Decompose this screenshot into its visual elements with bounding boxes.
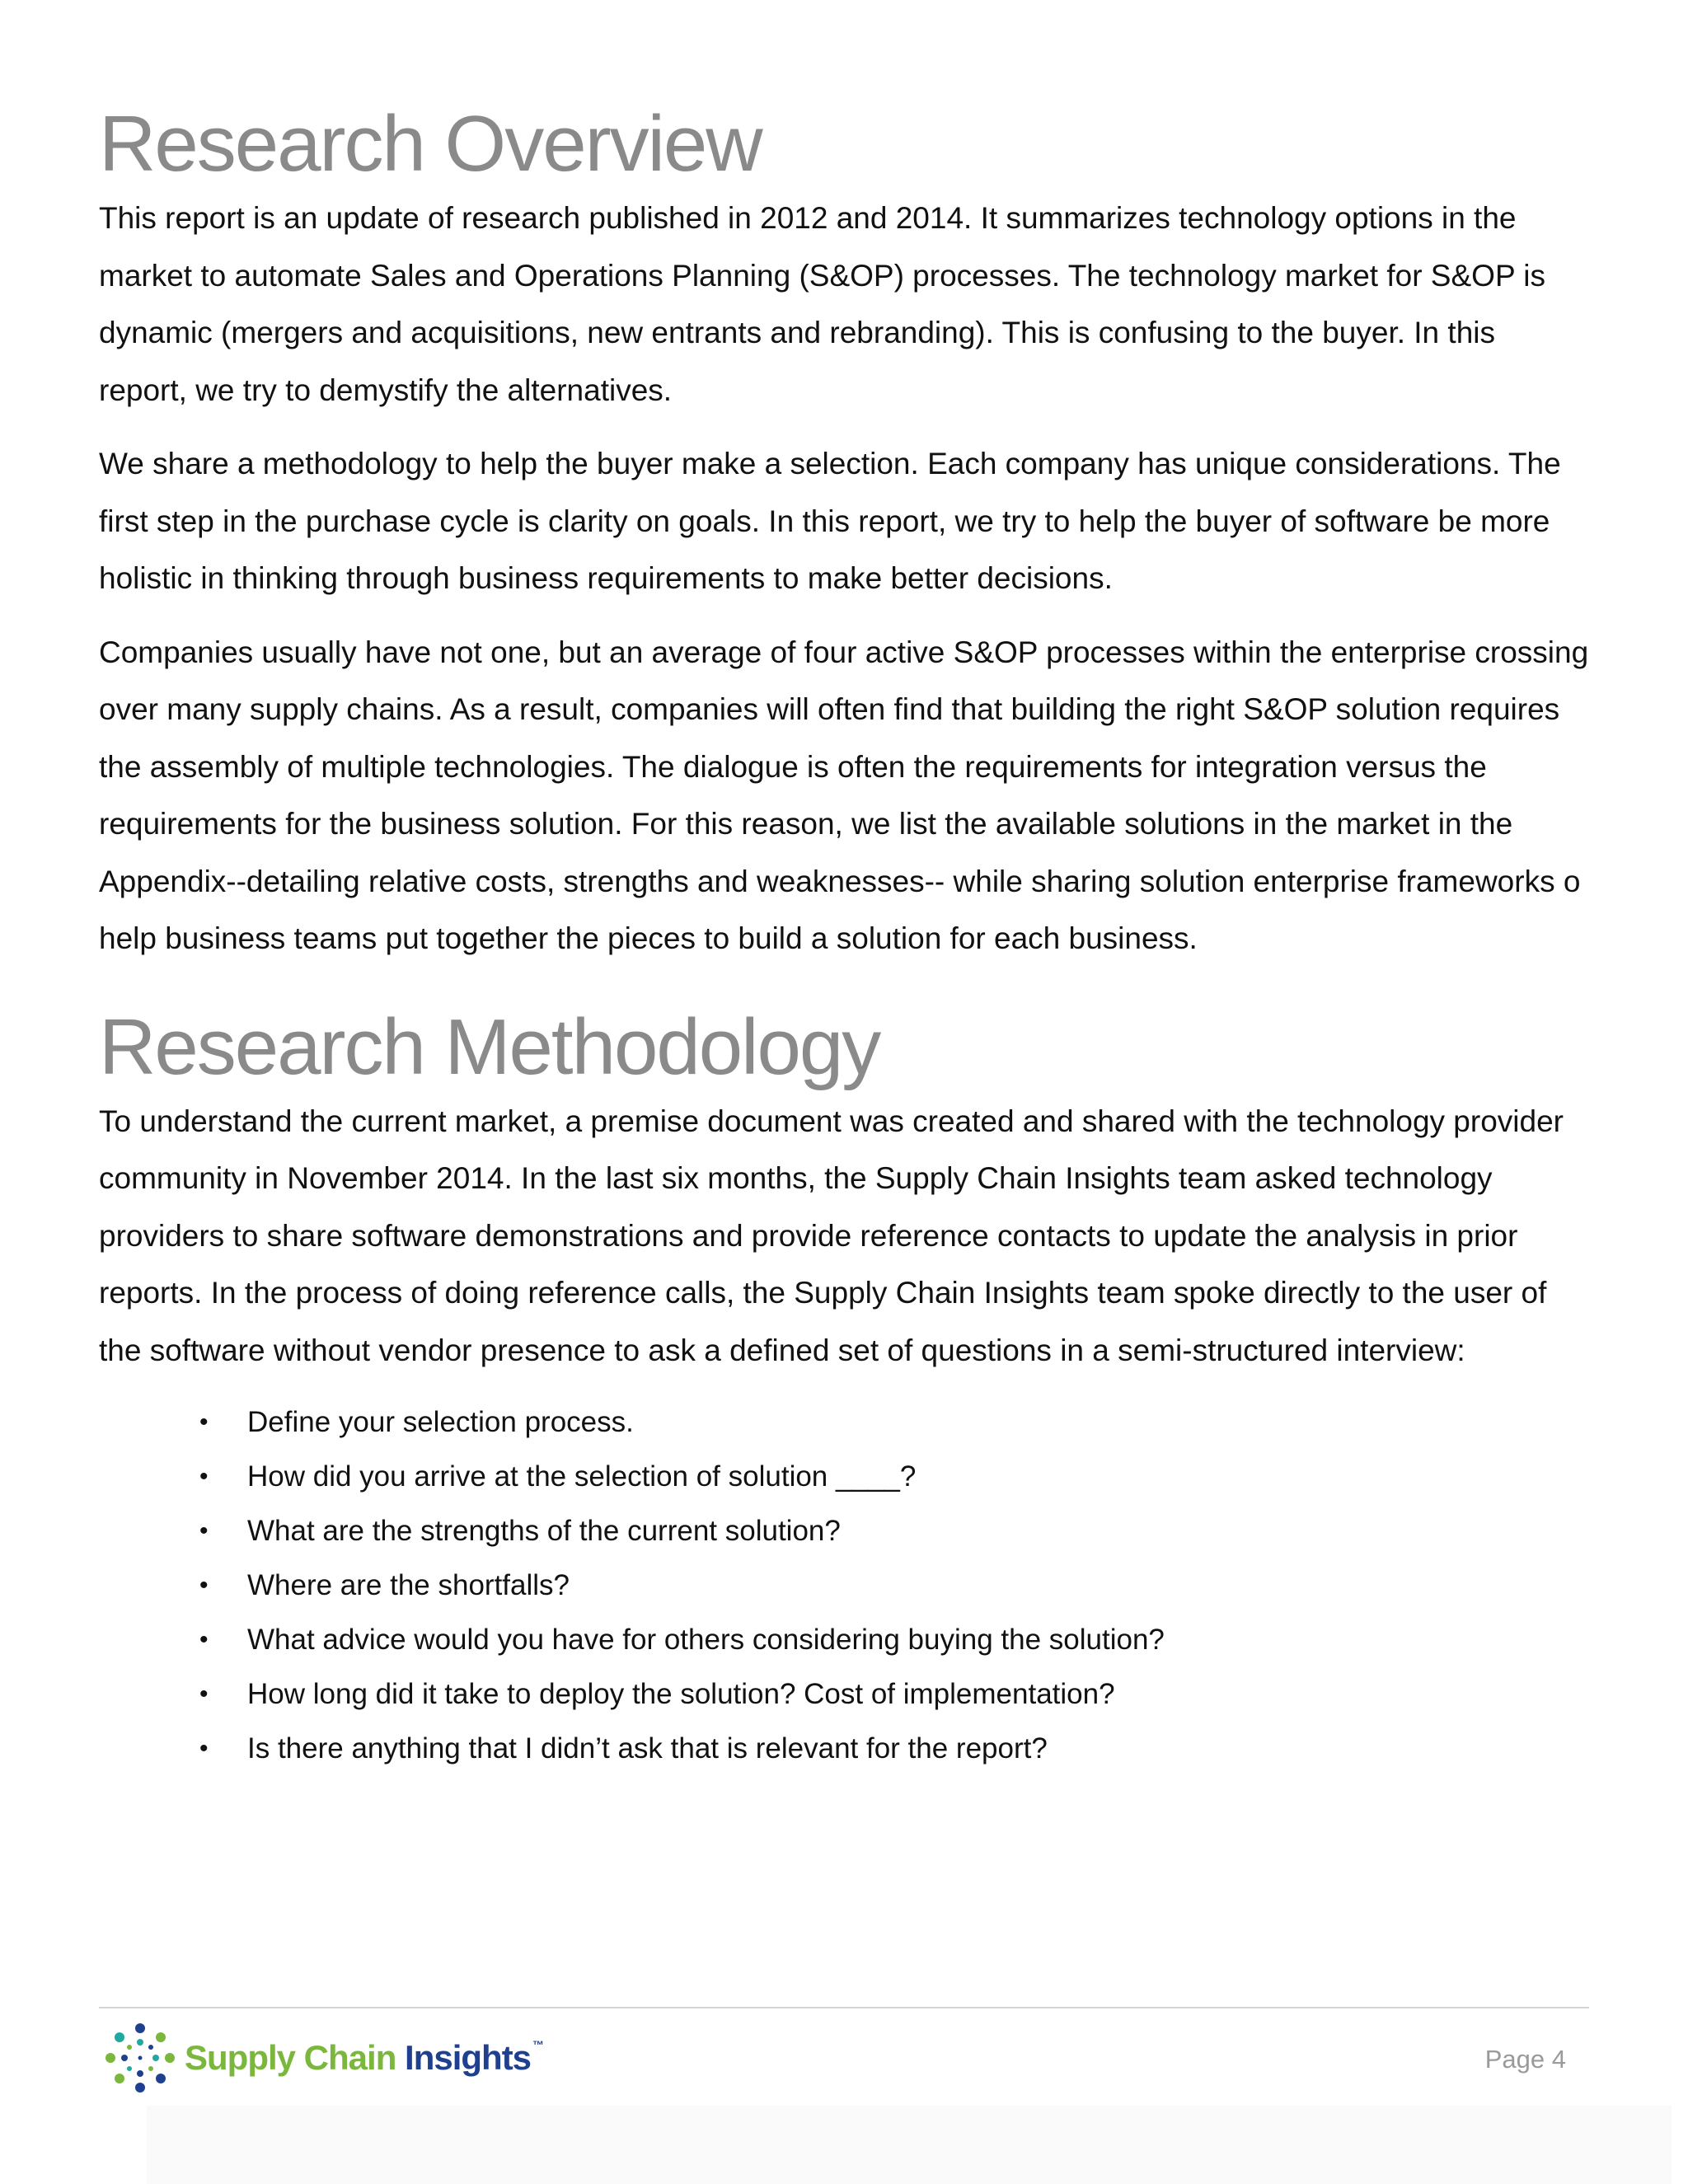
list-item — [199, 1667, 1589, 1722]
overview-paragraph-3: Companies usually have not one, but an average of four active S&OP processes within the enterprise crossing over many supply chains. As a result, companies will often find that building the right S&OP solution requires the assembly of multiple technologies. The dialogue is often the requirements for integration versus the requirements for the business solution. For this reason, we list the available solutions in the market in the Appendix--detailing relative costs, strengths and weaknesses-- while sharing solution enterprise frameworks o help business teams put together the pieces to build a solution for each business. — [99, 635, 1589, 955]
logo-trademark: ™ — [532, 2038, 544, 2051]
question-text: How did you arrive at the selection of solution ____? — [247, 1460, 917, 1493]
overview-paragraph-1: This report is an update of research published in 2012 and 2014. It summarizes technology options in the market to automate Sales and Operations Planning (S&OP) processes. The technology market for S&OP is dynamic (mergers and acquisitions, new entrants and rebranding). This is confusing to the buyer. In this report, we try to demystify the alternatives. — [99, 201, 1545, 407]
bullet-icon: • — [199, 1680, 209, 1708]
research-methodology-heading: Research Methodology — [99, 1002, 880, 1091]
logo-wordmark — [185, 2038, 543, 2078]
document-page — [99, 99, 1589, 1776]
bullet-icon: • — [199, 1735, 209, 1762]
research-overview-heading: Research Overview — [99, 100, 762, 188]
question-text: What advice would you have for others considering buying the solution? — [247, 1624, 1165, 1656]
list-item — [199, 1450, 1589, 1504]
bullet-icon: • — [199, 1517, 209, 1544]
overview-paragraph-2: We share a methodology to help the buyer make a selection. Each company has unique considerations. The first step in the purchase cycle is clarity on goals. In this report, we try to help the buyer of software be more holistic in thinking through business requirements to make better decisions. — [99, 447, 1561, 595]
logo-word-insights: Insights — [405, 2038, 532, 2077]
list-item — [199, 1395, 1589, 1450]
page-footer — [99, 2007, 1589, 2107]
list-item — [199, 1558, 1589, 1613]
question-text: What are the strengths of the current solution? — [247, 1515, 841, 1547]
bottom-shading — [147, 2106, 1672, 2184]
question-text: Is there anything that I didn’t ask that is relevant for the report? — [247, 1732, 1048, 1765]
interview-questions-list — [99, 1395, 1589, 1776]
list-item — [199, 1613, 1589, 1667]
supply-chain-insights-logo — [104, 2018, 543, 2097]
question-text: Where are the shortfalls? — [247, 1569, 570, 1601]
bullet-icon: • — [199, 1408, 209, 1436]
logo-word-supply-chain: Supply Chain — [185, 2038, 396, 2077]
page-number: Page 4 — [1484, 2045, 1566, 2074]
methodology-paragraph: To understand the current market, a premise document was created and shared with the technology provider community in November 2014. In the last six months, the Supply Chain Insights team asked technology providers to share software demonstrations and provide reference contacts to update the analysis in prior reports. In the process of doing reference calls, the Supply Chain Insights team spoke directly to the user of the software without vendor presence to ask a defined set of questions in a semi-structured interview: — [99, 1104, 1564, 1367]
list-item — [199, 1722, 1589, 1776]
bullet-icon: • — [199, 1626, 209, 1653]
bullet-icon: • — [199, 1572, 209, 1599]
question-text: Define your selection process. — [247, 1406, 634, 1438]
question-text: How long did it take to deploy the solution? Cost of implementation? — [247, 1678, 1115, 1710]
dots-cluster-icon — [104, 2022, 176, 2094]
bullet-icon: • — [199, 1463, 209, 1490]
list-item — [199, 1504, 1589, 1558]
